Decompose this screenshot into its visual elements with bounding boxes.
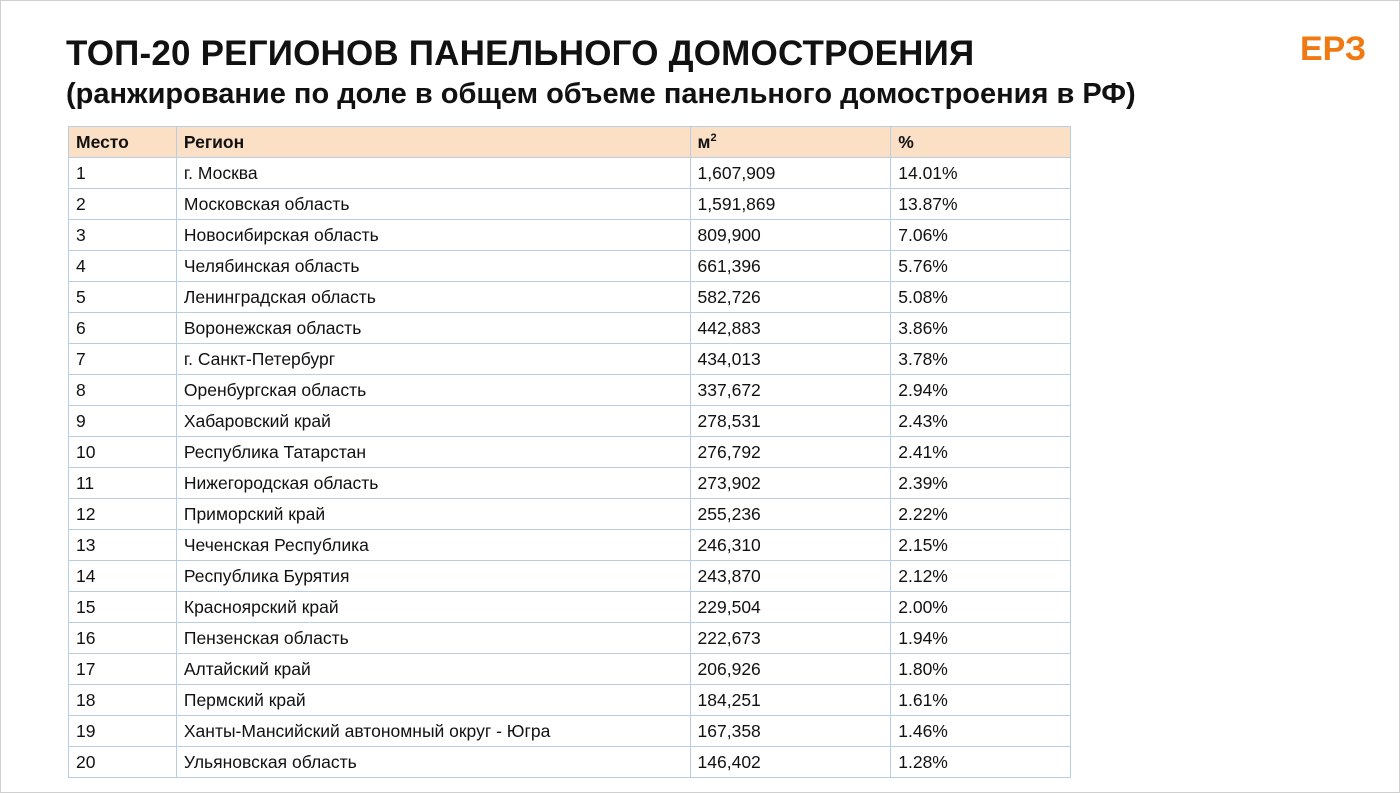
cell-region: Оренбургская область xyxy=(176,375,690,406)
cell-place: 7 xyxy=(69,344,177,375)
table-row xyxy=(69,313,1071,344)
table-row xyxy=(69,561,1071,592)
cell-share: 13.87% xyxy=(891,189,1071,220)
cell-share: 2.41% xyxy=(891,437,1071,468)
cell-share: 5.76% xyxy=(891,251,1071,282)
cell-area: 278,531 xyxy=(690,406,891,437)
cell-region: Красноярский край xyxy=(176,592,690,623)
cell-share: 2.12% xyxy=(891,561,1071,592)
cell-share: 3.78% xyxy=(891,344,1071,375)
cell-place: 17 xyxy=(69,654,177,685)
cell-share: 3.86% xyxy=(891,313,1071,344)
cell-region: Чеченская Республика xyxy=(176,530,690,561)
cell-region: Московская область xyxy=(176,189,690,220)
cell-place: 16 xyxy=(69,623,177,654)
table-row xyxy=(69,654,1071,685)
page-subtitle: (ранжирование по доле в общем объеме панельного домостроения в РФ) xyxy=(66,78,1136,110)
table-row xyxy=(69,592,1071,623)
cell-area: 146,402 xyxy=(690,747,891,778)
table-row xyxy=(69,468,1071,499)
brand-logo: ЕРЗ xyxy=(1300,30,1367,68)
cell-share: 2.39% xyxy=(891,468,1071,499)
cell-share: 2.00% xyxy=(891,592,1071,623)
cell-place: 11 xyxy=(69,468,177,499)
table-row xyxy=(69,685,1071,716)
cell-place: 18 xyxy=(69,685,177,716)
cell-place: 8 xyxy=(69,375,177,406)
cell-share: 2.43% xyxy=(891,406,1071,437)
cell-region: Алтайский край xyxy=(176,654,690,685)
cell-share: 2.15% xyxy=(891,530,1071,561)
cell-place: 6 xyxy=(69,313,177,344)
regions-table xyxy=(68,126,1071,778)
cell-region: Ульяновская область xyxy=(176,747,690,778)
cell-region: Республика Татарстан xyxy=(176,437,690,468)
cell-share: 1.46% xyxy=(891,716,1071,747)
cell-area: 255,236 xyxy=(690,499,891,530)
cell-share: 2.22% xyxy=(891,499,1071,530)
table-row xyxy=(69,623,1071,654)
table-row xyxy=(69,375,1071,406)
cell-share: 1.61% xyxy=(891,685,1071,716)
header-area-unit: м xyxy=(697,131,711,152)
cell-share: 7.06% xyxy=(891,220,1071,251)
cell-region: Республика Бурятия xyxy=(176,561,690,592)
cell-region: г. Санкт-Петербург xyxy=(176,344,690,375)
cell-share: 1.94% xyxy=(891,623,1071,654)
cell-place: 9 xyxy=(69,406,177,437)
header-area xyxy=(690,127,891,158)
cell-area: 1,607,909 xyxy=(690,158,891,189)
table-row xyxy=(69,530,1071,561)
cell-place: 19 xyxy=(69,716,177,747)
cell-region: Пензенская область xyxy=(176,623,690,654)
cell-region: Ленинградская область xyxy=(176,282,690,313)
cell-area: 167,358 xyxy=(690,716,891,747)
cell-area: 243,870 xyxy=(690,561,891,592)
table-row xyxy=(69,344,1071,375)
header-region: Регион xyxy=(176,127,690,158)
cell-place: 2 xyxy=(69,189,177,220)
cell-place: 10 xyxy=(69,437,177,468)
cell-region: Новосибирская область xyxy=(176,220,690,251)
cell-share: 1.80% xyxy=(891,654,1071,685)
table-row xyxy=(69,499,1071,530)
cell-area: 222,673 xyxy=(690,623,891,654)
cell-area: 229,504 xyxy=(690,592,891,623)
cell-place: 14 xyxy=(69,561,177,592)
table-row xyxy=(69,158,1071,189)
header-area-superscript: 2 xyxy=(710,131,717,144)
cell-area: 582,726 xyxy=(690,282,891,313)
cell-area: 809,900 xyxy=(690,220,891,251)
cell-area: 661,396 xyxy=(690,251,891,282)
cell-region: г. Москва xyxy=(176,158,690,189)
cell-area: 442,883 xyxy=(690,313,891,344)
cell-area: 273,902 xyxy=(690,468,891,499)
cell-share: 2.94% xyxy=(891,375,1071,406)
cell-area: 246,310 xyxy=(690,530,891,561)
cell-region: Пермский край xyxy=(176,685,690,716)
cell-area: 184,251 xyxy=(690,685,891,716)
table-header-row xyxy=(69,127,1071,158)
cell-share: 1.28% xyxy=(891,747,1071,778)
cell-area: 276,792 xyxy=(690,437,891,468)
cell-place: 13 xyxy=(69,530,177,561)
cell-share: 5.08% xyxy=(891,282,1071,313)
cell-place: 1 xyxy=(69,158,177,189)
table-row xyxy=(69,251,1071,282)
cell-region: Ханты-Мансийский автономный округ - Югра xyxy=(176,716,690,747)
page-title: ТОП-20 РЕГИОНОВ ПАНЕЛЬНОГО ДОМОСТРОЕНИЯ xyxy=(66,34,975,73)
table-row xyxy=(69,282,1071,313)
cell-region: Хабаровский край xyxy=(176,406,690,437)
cell-region: Приморский край xyxy=(176,499,690,530)
cell-place: 15 xyxy=(69,592,177,623)
cell-place: 3 xyxy=(69,220,177,251)
cell-place: 12 xyxy=(69,499,177,530)
cell-place: 5 xyxy=(69,282,177,313)
cell-region: Челябинская область xyxy=(176,251,690,282)
table-row xyxy=(69,189,1071,220)
table-row xyxy=(69,437,1071,468)
cell-area: 337,672 xyxy=(690,375,891,406)
table-row xyxy=(69,747,1071,778)
cell-area: 1,591,869 xyxy=(690,189,891,220)
cell-area: 434,013 xyxy=(690,344,891,375)
table-row xyxy=(69,406,1071,437)
cell-share: 14.01% xyxy=(891,158,1071,189)
cell-region: Воронежская область xyxy=(176,313,690,344)
cell-place: 4 xyxy=(69,251,177,282)
cell-region: Нижегородская область xyxy=(176,468,690,499)
header-share: % xyxy=(891,127,1071,158)
cell-area: 206,926 xyxy=(690,654,891,685)
header-place: Место xyxy=(69,127,177,158)
cell-place: 20 xyxy=(69,747,177,778)
table-row xyxy=(69,220,1071,251)
table-row xyxy=(69,716,1071,747)
